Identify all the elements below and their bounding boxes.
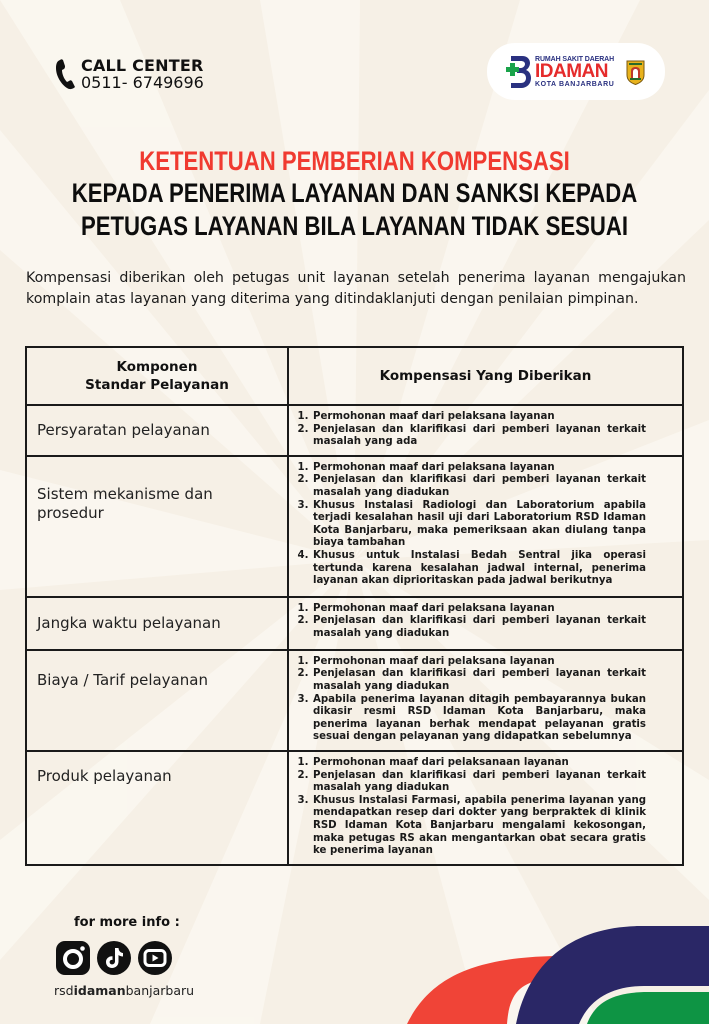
table-row — [26, 456, 683, 597]
component-label: Sistem mekanisme dan prosedur — [37, 484, 213, 522]
list-item: 2. Penjelasan dan klarifikasi dari pemberi layanan terkait masalah yang diadukan — [312, 474, 646, 499]
decorative-arcs — [399, 880, 709, 1024]
list-item: 1. Permohonan maaf dari pelaksana layanan — [312, 603, 646, 616]
component-label: Persyaratan pelayanan — [37, 421, 210, 440]
phone-icon — [55, 58, 77, 90]
social-links — [55, 940, 173, 976]
list-item: 4. Khusus untuk Instalasi Bedah Sentral jika operasi tertunda karena kesalahan jadwal internal, penerima layanan akan diprioritaskan pada jadwal berikutnya — [312, 550, 646, 588]
component-cell — [26, 456, 288, 597]
list-item: 2. Penjelasan dan klarifikasi dari pemberi layanan terkait masalah yang diadukan — [312, 615, 646, 640]
component-cell — [26, 650, 288, 751]
green-arc — [587, 992, 709, 1024]
logo-line1: RUMAH SAKIT DAERAH — [535, 55, 615, 63]
handle-suffix: banjarbaru — [125, 983, 195, 998]
list-item: 1. Permohonan maaf dari pelaksana layanan — [312, 656, 646, 669]
hospital-logo — [487, 43, 665, 100]
logo-line2: IDAMAN — [535, 60, 608, 82]
page-title — [0, 146, 709, 243]
list-item: 1. Permohonan maaf dari pelaksana layanan — [312, 462, 646, 475]
header-compensation: Kompensasi Yang Diberikan — [288, 347, 683, 405]
tiktok-icon[interactable] — [96, 940, 132, 976]
component-cell — [26, 405, 288, 456]
table-row — [26, 405, 683, 456]
instagram-icon[interactable] — [55, 940, 91, 976]
compensation-cell — [288, 405, 683, 456]
handle-bold: idaman — [73, 983, 126, 998]
hospital-b-cross-logo-icon — [502, 54, 532, 90]
header-component-line1: Komponen — [116, 359, 198, 375]
compensation-cell — [288, 751, 683, 865]
table-row — [26, 597, 683, 650]
call-center-label: CALL CENTER — [81, 56, 204, 75]
component-label: Produk pelayanan — [37, 766, 172, 785]
title-line-3: PETUGAS LAYANAN BILA LAYANAN TIDAK SESUAI — [80, 211, 629, 241]
component-cell — [26, 597, 288, 650]
component-label: Jangka waktu pelayanan — [37, 614, 221, 633]
component-label: Biaya / Tarif pelayanan — [37, 670, 208, 689]
logo-line3: KOTA BANJARBARU — [535, 80, 615, 88]
youtube-icon[interactable] — [137, 940, 173, 976]
compensation-cell — [288, 597, 683, 650]
component-cell — [26, 751, 288, 865]
compensation-table — [25, 346, 684, 866]
call-center-number[interactable]: 0511- 6749696 — [81, 73, 204, 92]
social-handle[interactable] — [54, 983, 194, 998]
more-info-label: for more info : — [74, 915, 180, 930]
header-component-line2: Standar Pelayanan — [85, 377, 229, 393]
list-item: 2. Penjelasan dan klarifikasi dari pemberi layanan terkait masalah yang diadukan — [312, 668, 646, 693]
list-item: 2. Penjelasan dan klarifikasi dari pemberi layanan terkait masalah yang diadukan — [312, 770, 646, 795]
table-row — [26, 650, 683, 751]
table-row — [26, 751, 683, 865]
title-line-2: KEPADA PENERIMA LAYANAN DAN SANKSI KEPADA — [71, 178, 638, 208]
intro-paragraph: Kompensasi diberikan oleh petugas unit layanan setelah penerima layanan mengajukan komplain atas layanan yang diterima yang ditindaklanjuti dengan penilaian pimpinan. — [26, 270, 686, 307]
list-item: 1. Permohonan maaf dari pelaksanaan layanan — [312, 757, 646, 770]
title-line-1: KETENTUAN PEMBERIAN KOMPENSASI — [139, 146, 570, 176]
header-component — [26, 347, 288, 405]
list-item: 3. Apabila penerima layanan ditagih pembayarannya bukan dikasir resmi RSD Idaman Kota Banjarbaru, maka penerima layanan berhak mendapat pelayanan gratis sesuai dengan pelayanan yang didapatkan sebelumnya — [312, 694, 646, 744]
table-header-row — [26, 347, 683, 405]
city-seal-icon — [626, 59, 645, 85]
list-item: 3. Khusus Instalasi Farmasi, apabila penerima layanan yang mendapatkan resep dari dokter yang berpraktek di klinik RSD Idaman Kota Banjarbaru mengalami kekosongan, maka petugas RS akan mengantarkan obat secara gratis ke penerima layanan — [312, 795, 646, 858]
list-item: 3. Khusus Instalasi Radiologi dan Laboratorium apabila terjadi kesalahan hasil uji dari Laboratorium RSD Idaman Kota Banjarbaru, maka pemeriksaan akan diulang tanpa biaya tambahan — [312, 500, 646, 550]
call-center — [55, 57, 204, 91]
list-item: 2. Penjelasan dan klarifikasi dari pemberi layanan terkait masalah yang ada — [312, 424, 646, 449]
handle-prefix: rsd — [54, 983, 74, 998]
compensation-cell — [288, 456, 683, 597]
list-item: 1. Permohonan maaf dari pelaksana layanan — [312, 411, 646, 424]
compensation-cell — [288, 650, 683, 751]
